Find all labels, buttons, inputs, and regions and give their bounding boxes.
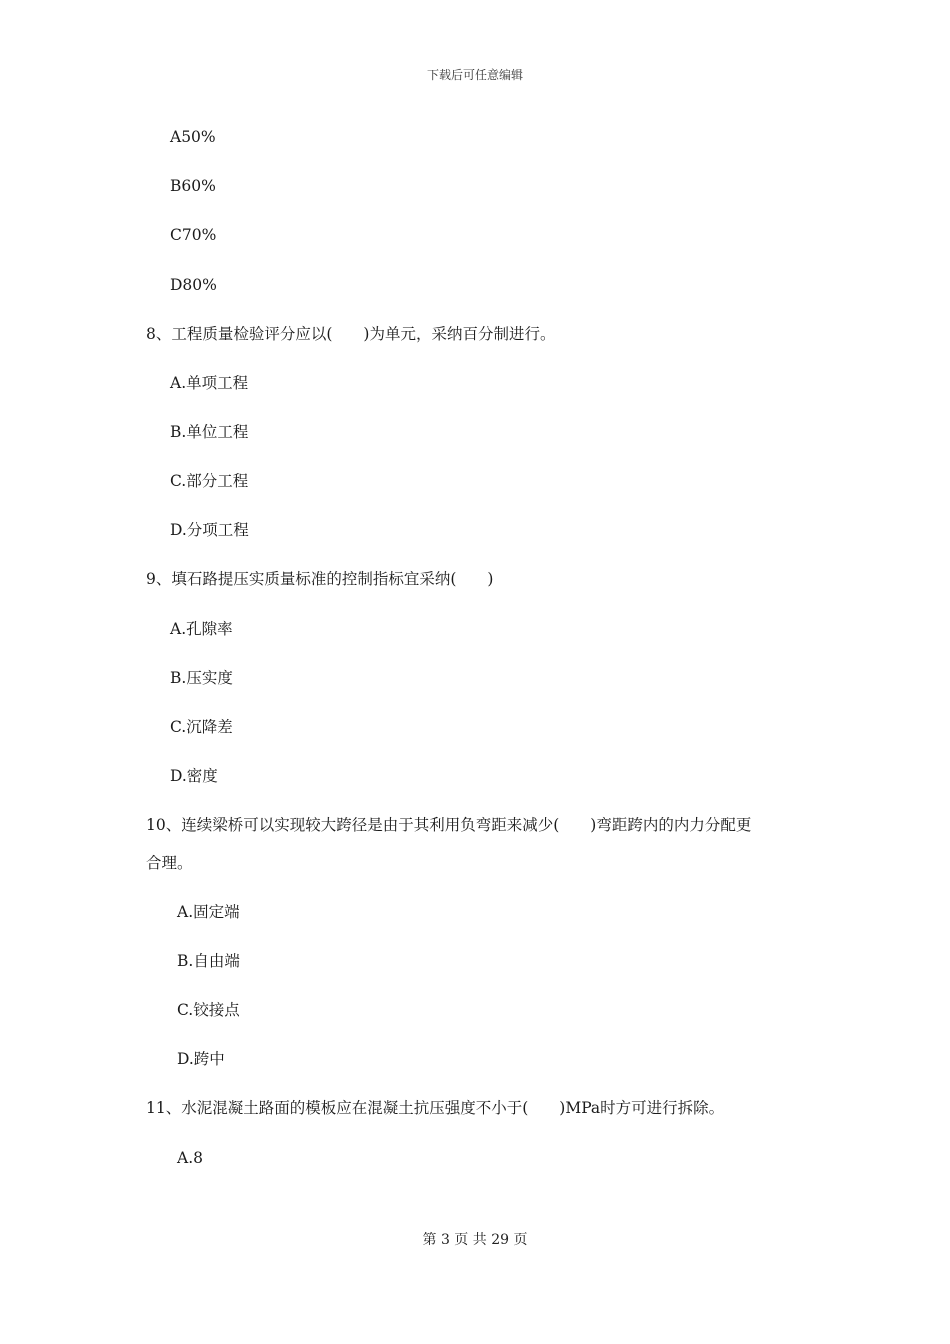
- question-9-option-a: A.孔隙率: [170, 620, 233, 638]
- question-11: 11、水泥混凝土路面的模板应在混凝土抗压强度不小于( )MPa时方可进行拆除。: [146, 1099, 725, 1117]
- question-8-option-b: B.单位工程: [170, 423, 249, 441]
- question-8-option-c: C.部分工程: [170, 472, 249, 490]
- question-10-line-1: 10、连续梁桥可以实现较大跨径是由于其利用负弯距来减少( )弯距跨内的内力分配更: [146, 816, 752, 834]
- option-a50: A50%: [170, 128, 216, 146]
- question-10-option-d: D.跨中: [177, 1050, 225, 1068]
- question-9-option-b: B.压实度: [170, 669, 233, 687]
- question-10-option-a: A.固定端: [177, 903, 240, 921]
- question-10-option-c: C.铰接点: [177, 1001, 240, 1019]
- question-9-option-d: D.密度: [170, 767, 218, 785]
- page-footer: 第 3 页 共 29 页: [422, 1232, 528, 1248]
- question-11-option-a: A.8: [177, 1149, 203, 1167]
- option-d80: D80%: [170, 276, 217, 294]
- question-9-option-c: C.沉降差: [170, 718, 233, 736]
- question-10-option-b: B.自由端: [177, 952, 240, 970]
- option-b60: B60%: [170, 177, 216, 195]
- question-8: 8、工程质量检验评分应以( )为单元，采纳百分制进行。: [146, 325, 556, 343]
- question-8-option-a: A.单项工程: [170, 374, 249, 392]
- question-8-option-d: D.分项工程: [170, 521, 249, 539]
- page-header: 下载后可任意编辑: [426, 68, 523, 82]
- question-9: 9、填石路提压实质量标准的控制指标宜采纳( ): [146, 570, 494, 588]
- option-c70: C70%: [170, 226, 217, 244]
- question-10-line-2: 合理。: [146, 854, 193, 872]
